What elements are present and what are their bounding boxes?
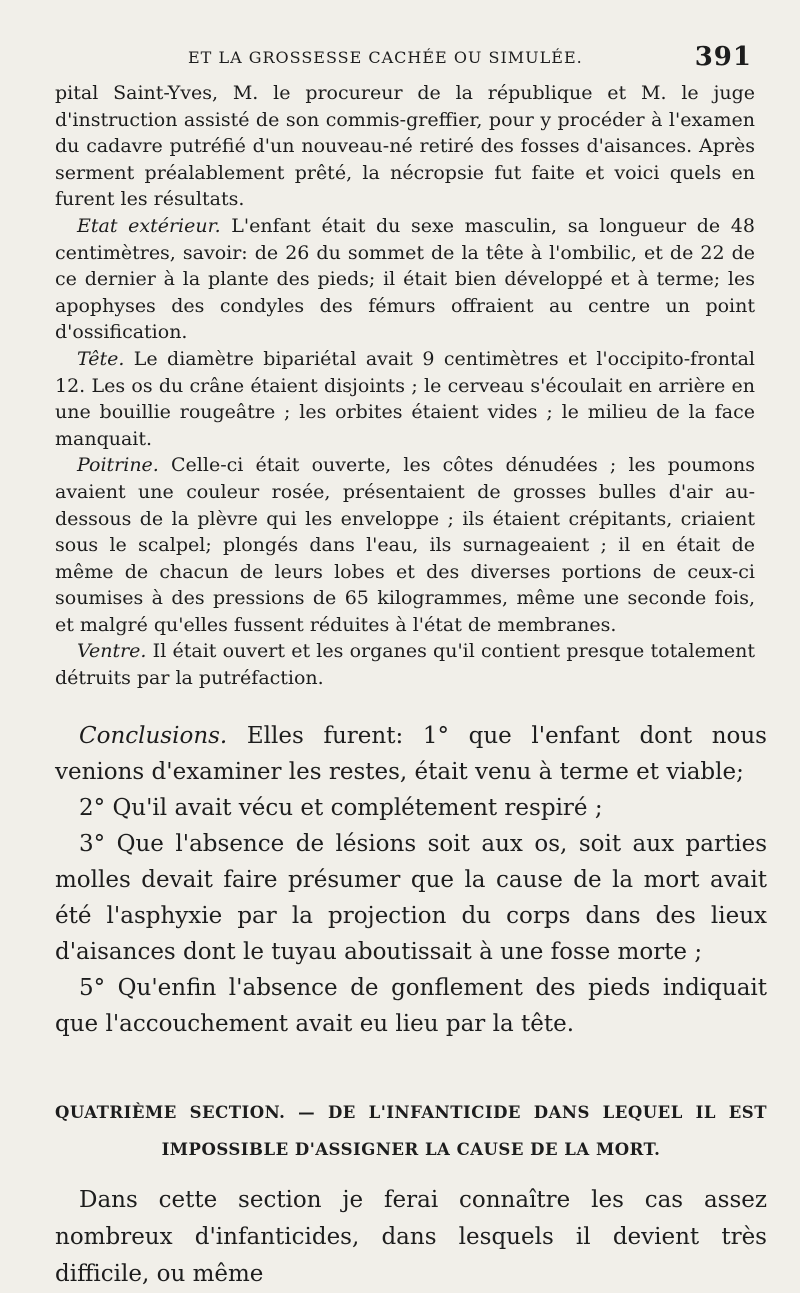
belly-label: Ventre.: [77, 640, 147, 663]
section-heading: [55, 1094, 767, 1168]
conclusions-block: [55, 718, 767, 1042]
conclusions-label: Conclusions.: [79, 723, 228, 749]
chest-label: Poitrine.: [77, 454, 159, 477]
exterior-paragraph: [55, 213, 755, 346]
section-heading-line-2: IMPOSSIBLE D'ASSIGNER LA CAUSE DE LA MORT.: [161, 1140, 661, 1159]
exterior-text: L'enfant était du sexe masculin, sa longueur de 48 centimètres, savoir: de 26 du sommet de la tête à l'ombilic, et de 22 de ce dernier à la plante des pieds; il était bien développé et à terme; les apophyses des condyles des fémurs offraient au centre un point d'ossification.: [55, 214, 755, 344]
head-text: Le diamètre bipariétal avait 9 centimètres et l'occipito-frontal 12. Les os du crâne étaient disjoints ; le cerveau s'écoulait en arrière en une bouillie rougeâtre ; les orbites étaient vides ; le milieu de la face manquait.: [55, 347, 755, 450]
head-label: Tête.: [77, 347, 125, 370]
conclusion-point-5: 5° Qu'enfin l'absence de gonflement des pieds indiquait que l'accouchement avait eu lieu par la tête.: [55, 975, 767, 1037]
belly-text: Il était ouvert et les organes qu'il contient presque totalement détruits par la putréfaction.: [55, 640, 755, 690]
autopsy-report: [55, 80, 755, 692]
conclusion-point-2: 2° Qu'il avait vécu et complétement respiré ;: [79, 795, 603, 821]
conclusion-point-1-text: Elles furent: 1° que l'enfant dont nous venions d'examiner les restes, était venu à terme et viable;: [55, 723, 767, 785]
exterior-label: Etat extérieur.: [77, 214, 221, 237]
section-opening: [55, 1182, 767, 1293]
conclusion-point-1: [55, 718, 767, 790]
chest-text: Celle-ci était ouverte, les côtes dénudées ; les poumons avaient une couleur rosée, présentaient de grosses bulles d'air au-dessous de la plèvre qui les enveloppe ; ils étaient crépitants, criaient sous le scalpel; plongés dans l'eau, ils surnageaient ; il en était de même de chacun de leurs lobes et des diverses portions de ceux-ci soumises à des pressions de 65 kilogrammes, même une seconde fois, et malgré qu'elles fussent réduites à l'état de membranes.: [55, 454, 755, 636]
page-number: 391: [694, 42, 752, 72]
running-title: ET LA GROSSESSE CACHÉE OU SIMULÉE.: [188, 48, 583, 67]
section-heading-line-1: QUATRIÈME SECTION. — DE L'INFANTICIDE DANS LEQUEL IL EST: [55, 1103, 767, 1122]
conclusion-point-3: 3° Que l'absence de lésions soit aux os, soit aux parties molles devait faire présumer que la cause de la mort avait été l'asphyxie par la projection du corps dans des lieux d'aisances dont le tuyau aboutissait à une fosse morte ;: [55, 831, 767, 965]
intro-paragraph: pital Saint-Yves, M. le procureur de la république et M. le juge d'instruction assisté de son commis-greffier, pour y procéder à l'examen du cadavre putréfié d'un nouveau-né retiré des fosses d'aisances. Après serment préalablement prêté, la nécropsie fut faite et voici quels en furent les résultats.: [55, 82, 755, 211]
head-paragraph: [55, 346, 755, 452]
belly-paragraph: [55, 638, 755, 691]
chest-paragraph: [55, 452, 755, 638]
running-header: [0, 42, 800, 76]
section-opening-text: Dans cette section je ferai connaître les cas assez nombreux d'infanticides, dans lesquels il devient très difficile, ou même: [55, 1187, 767, 1287]
